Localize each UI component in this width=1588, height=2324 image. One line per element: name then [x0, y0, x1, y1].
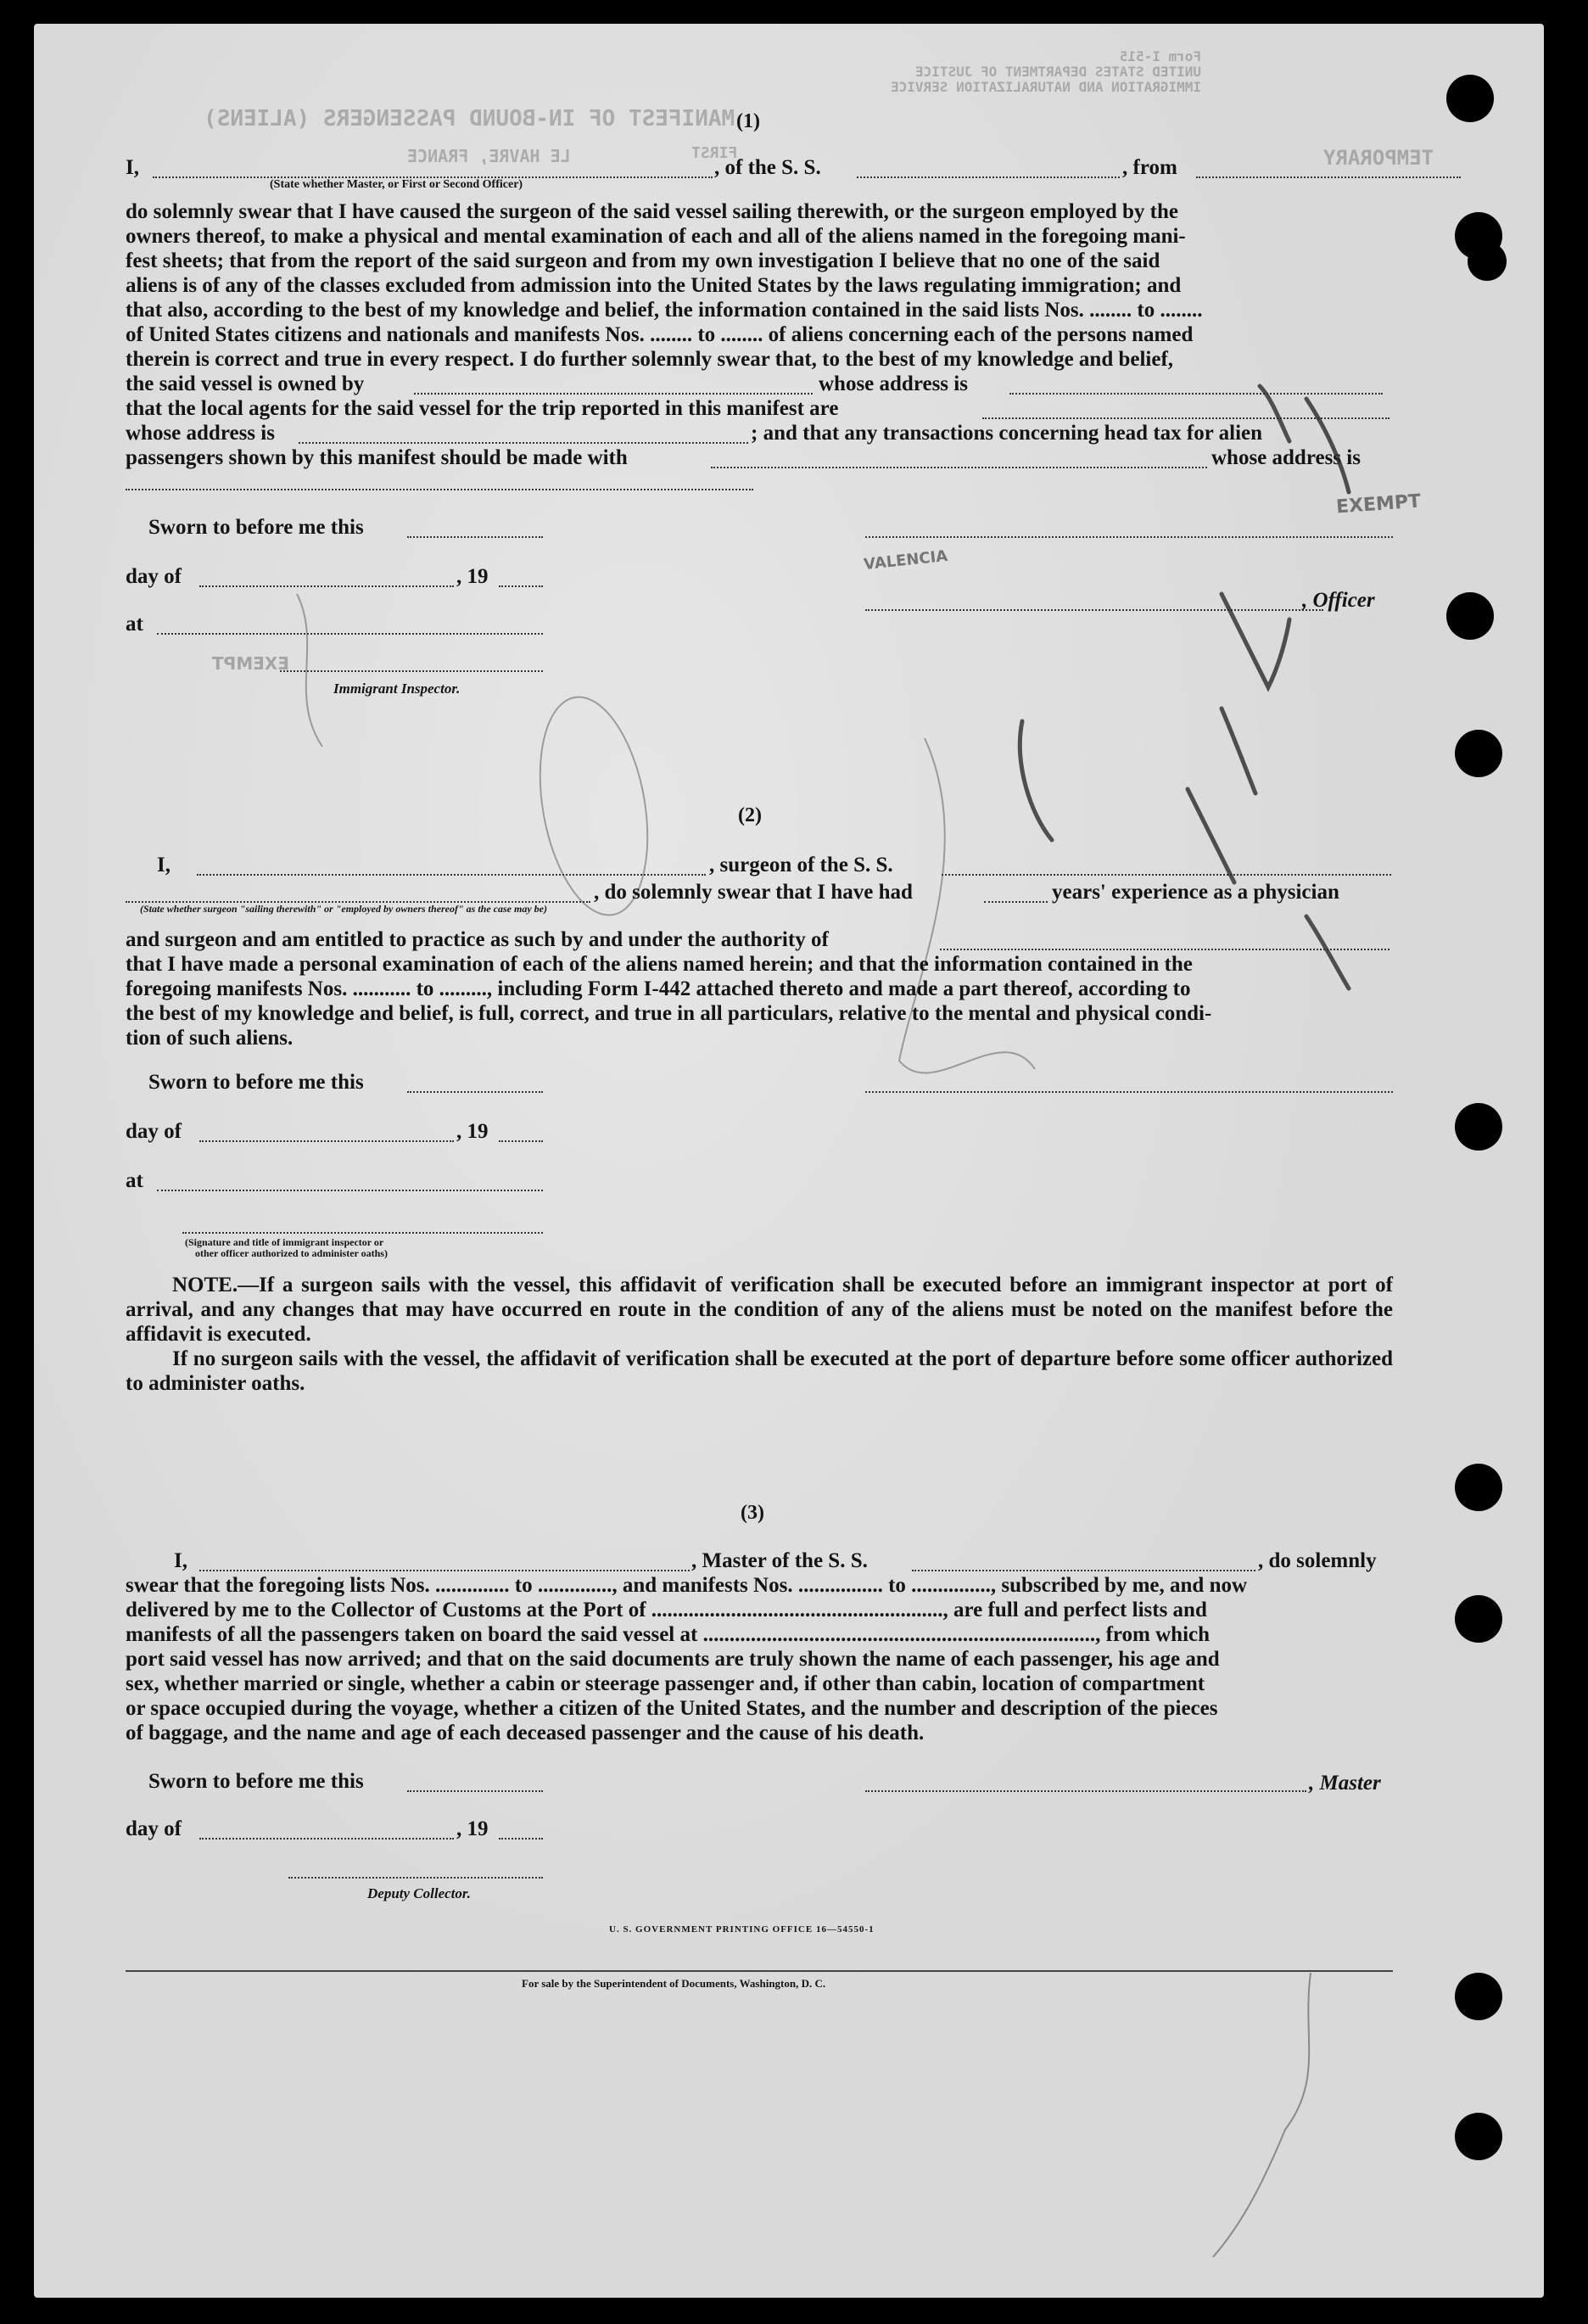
year-label-2: , 19: [456, 1120, 489, 1143]
local-agents-label: that the local agents for the said vessel for the trip reported in this manifest are: [126, 397, 839, 420]
section-3-body-line: manifests of all the passengers taken on board the said vessel at .........................................................................., from which: [126, 1623, 1211, 1646]
exempt-stamp: EXEMPT: [1335, 490, 1422, 518]
section-3-body-line: port said vessel has now arrived; and that on the said documents are truly shown the name of each passenger, his age and: [126, 1648, 1220, 1671]
day-of-label-1: day of: [126, 565, 182, 588]
valencia-stamp: VALENCIA: [863, 546, 949, 574]
sworn-label-1: Sworn to before me this: [148, 516, 364, 539]
section-2-i-label: I,: [157, 854, 171, 876]
passengers-shown-label: passengers shown by this manifest should be made with: [126, 446, 628, 469]
note-label: NOTE.: [172, 1274, 238, 1296]
section-1-body-line: that also, according to the best of my knowledge and belief, the information contained in the said lists Nos. ........ to ........: [126, 299, 1203, 322]
printing-office-line: U. S. GOVERNMENT PRINTING OFFICE 16—54550-1: [609, 1924, 875, 1935]
section-3-body-line: of baggage, and the name and age of each deceased passenger and the cause of his death.: [126, 1722, 925, 1744]
years-experience-label: years' experience as a physician: [1052, 881, 1339, 904]
sworn-label-3: Sworn to before me this: [148, 1770, 364, 1793]
ghost-line: IMMIGRATION AND NATURALIZATION SERVICE: [891, 79, 1202, 95]
officer-note: (State whether Master, or First or Second Officer): [270, 178, 523, 191]
bleed-through-title: MANIFEST OF IN-BOUND PASSENGERS (ALIENS): [204, 106, 735, 132]
section-1-body-line: aliens is of any of the classes excluded from admission into the United States by the laws regulating immigration; and: [126, 274, 1182, 297]
year-label-3: , 19: [456, 1817, 489, 1840]
year-label-1: , 19: [456, 565, 489, 588]
at-label-1: at: [126, 613, 143, 636]
officer-caption: , Officer: [1302, 589, 1375, 612]
section-3-body-line: delivered by me to the Collector of Customs at the Port of ......................................................., are full and perfect lists and: [126, 1599, 1207, 1621]
whose-address-label-2: whose address is: [126, 422, 275, 445]
master-caption: , Master: [1309, 1772, 1381, 1795]
section-2-body-line: tion of such aliens.: [126, 1027, 294, 1050]
section-3-number: (3): [741, 1502, 764, 1524]
signature-caption-line: (Signature and title of immigrant inspector or: [185, 1236, 384, 1248]
section-2-body-line: the best of my knowledge and belief, is full, correct, and true in all particulars, relative to the mental and physical condi-: [126, 1002, 1212, 1025]
section-2-body-line: foregoing manifests Nos. ........... to ........., including Form I-442 attached thereto and made a part thereof, according to: [126, 977, 1191, 1000]
sworn-label-2: Sworn to before me this: [148, 1071, 364, 1094]
bleed-through-port: LE HAVRE, FRANCE: [407, 146, 571, 166]
section-1-body-line: owners thereof, to make a physical and mental examination of each and all of the aliens named in the foregoing mani-: [126, 225, 1186, 248]
section-3-body-line: swear that the foregoing lists Nos. .............. to .............., and manifests Nos. ................ to ..............., subscribed by me, and now: [126, 1574, 1248, 1597]
section-1-body-line: fest sheets; that from the report of the said surgeon and from my own investigation I believe that no one of the said: [126, 249, 1160, 272]
section-1-number: (1): [736, 110, 760, 132]
for-sale-line: For sale by the Superintendent of Documents, Washington, D. C.: [522, 1977, 826, 1990]
head-tax-label: ; and that any transactions concerning head tax for alien: [751, 422, 1263, 445]
inspector-caption: Immigrant Inspector.: [333, 680, 461, 697]
day-of-label-3: day of: [126, 1817, 182, 1840]
at-label-2: at: [126, 1169, 143, 1192]
do-solemnly-label-3: , do solemnly: [1258, 1549, 1377, 1572]
deputy-caption: Deputy Collector.: [367, 1885, 471, 1901]
section-3-body-line: sex, whether married or single, whether a cabin or steerage passenger and, if other than cabin, location of compartment: [126, 1672, 1205, 1695]
section-3-i-label: I,: [174, 1549, 187, 1572]
signature-caption-line: other officer authorized to administer oaths): [195, 1247, 388, 1259]
ghost-line: UNITED STATES DEPARTMENT OF JUSTICE: [914, 64, 1202, 80]
whose-address-label-3: whose address is: [1211, 446, 1361, 469]
bleed-through-class: FIRST: [691, 144, 738, 162]
section-1-body-line: of United States citizens and nationals and manifests Nos. ........ to ........ of aliens concerning each of the persons named: [126, 323, 1194, 346]
section-1-body-line: therein is correct and true in every respect. I do further solemnly swear that, to the best of my knowledge and belief,: [126, 348, 1174, 371]
master-of-label: , Master of the S. S.: [691, 1549, 868, 1572]
of-the-ss-label: , of the S. S.: [714, 156, 821, 179]
ghost-line: Form I-515: [1119, 48, 1202, 64]
bleed-through-temporary: TEMPORARY: [1323, 146, 1434, 170]
day-of-label-2: day of: [126, 1120, 182, 1143]
authority-label: and surgeon and am entitled to practice as such by and under the authority of: [126, 928, 829, 951]
surgeon-of-label: , surgeon of the S. S.: [709, 854, 893, 876]
from-label: , from: [1122, 156, 1177, 179]
no-surgeon-paragraph: If no surgeon sails with the vessel, the affidavit of verification shall be executed at the port of departure before some officer authorized to administer oaths.: [126, 1347, 1393, 1395]
section-1-i-label: I,: [126, 156, 139, 179]
section-1-body-line: do solemnly swear that I have caused the surgeon of the said vessel sailing therewith, or the surgeon employed by the: [126, 200, 1178, 223]
whose-address-label: whose address is: [819, 372, 968, 395]
surgeon-note: (State whether surgeon "sailing therewith" or "employed by owners thereof" as the case may be): [140, 903, 547, 915]
note-text: —If a surgeon sails with the vessel, this affidavit of verification shall be executed before an immigrant inspector at port of arrival, and any changes that may have occurred en route in the condition of any of the aliens must be noted on the manifest before the affidavit is executed.: [126, 1274, 1393, 1346]
section-3-body-line: or space occupied during the voyage, whether a citizen of the United States, and the number and description of the pieces: [126, 1697, 1218, 1720]
section-2-body-line: that I have made a personal examination of each of the aliens named herein; and that the information contained in the: [126, 953, 1193, 976]
do-solemnly-label: , do solemnly swear that I have had: [594, 881, 913, 904]
section-2-number: (2): [738, 804, 762, 826]
exempt-stamp: EXEMPT: [212, 653, 289, 674]
owned-by-label: the said vessel is owned by: [126, 372, 365, 395]
